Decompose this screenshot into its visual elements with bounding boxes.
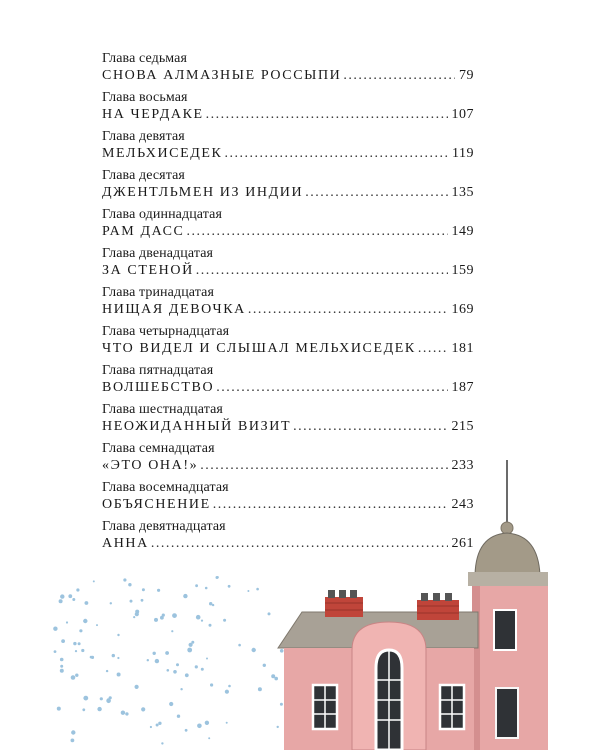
snow-dot	[205, 721, 209, 725]
snow-dot	[60, 658, 64, 662]
snow-dot	[73, 642, 76, 645]
snow-dot	[173, 670, 177, 674]
snow-dot	[71, 730, 75, 734]
snow-dot	[121, 711, 125, 715]
snow-dot	[195, 584, 198, 587]
chapter-title: «ЭТО ОНА!»	[102, 458, 199, 473]
snow-dot	[176, 663, 179, 666]
snow-dot	[268, 612, 271, 615]
dot-leader	[343, 67, 455, 85]
tower-window	[494, 610, 516, 650]
chapter-label: Глава одиннадцатая	[102, 207, 223, 222]
snow-dot	[128, 583, 131, 586]
chapter-title: НЕОЖИДАННЫЙ ВИЗИТ	[102, 419, 292, 434]
snow-dot	[117, 634, 119, 636]
spire-ball	[501, 522, 513, 534]
snow-dot	[82, 708, 85, 711]
page-number: 149	[451, 224, 474, 239]
snow-dot	[252, 648, 256, 652]
snow-dot	[117, 673, 121, 677]
snow-dot	[197, 724, 202, 729]
snow-dot	[57, 707, 61, 711]
snow-dot	[191, 641, 194, 644]
snow-dot	[59, 599, 63, 603]
snow-dot	[71, 675, 76, 680]
snow-dot	[85, 601, 89, 605]
snow-dot	[78, 642, 81, 645]
snow-dot	[263, 664, 266, 667]
toc-entry[interactable]	[102, 128, 474, 163]
snow-dot	[169, 702, 173, 706]
snow-dot	[154, 618, 158, 622]
snow-dot	[110, 602, 112, 604]
snow-dot	[106, 670, 108, 672]
snow-dot	[72, 598, 75, 601]
chapter-title: НИЩАЯ ДЕВОЧКА	[102, 302, 246, 317]
chapter-title-line	[102, 340, 474, 358]
snow-dot	[155, 659, 159, 663]
snow-dot	[130, 600, 133, 603]
toc-entry[interactable]	[102, 401, 474, 436]
chapter-title-line	[102, 301, 474, 319]
snow-dot	[187, 648, 192, 653]
toc-entry[interactable]	[102, 89, 474, 124]
dot-leader	[225, 145, 449, 163]
dot-leader	[196, 262, 448, 280]
snow-dot	[66, 621, 68, 623]
snow-dot	[142, 588, 145, 591]
snow-dot	[177, 715, 180, 718]
snow-dot	[225, 690, 229, 694]
snow-dot	[83, 696, 88, 701]
snow-dot	[135, 612, 139, 616]
snow-dot	[201, 668, 204, 671]
snow-dot	[172, 613, 177, 618]
chapter-title-line	[102, 379, 474, 397]
snow-dot	[125, 712, 128, 715]
snow-dot	[71, 739, 75, 743]
house-illustration	[0, 450, 600, 750]
dot-leader	[187, 223, 448, 241]
snow-dot	[158, 722, 161, 725]
snow-dot	[195, 665, 198, 668]
chapter-title-line	[102, 223, 474, 241]
snow-dot	[209, 602, 212, 605]
snow-dot	[96, 624, 98, 626]
snow-dot	[147, 659, 149, 661]
snow-dot	[53, 627, 57, 631]
snow-dot	[109, 696, 112, 699]
snow-dot	[93, 580, 95, 582]
snow-dot	[185, 729, 188, 732]
snow-dot	[83, 619, 87, 623]
snow-dot	[277, 726, 279, 728]
chapter-label: Глава шестнадцатая	[102, 402, 223, 417]
chapter-label: Глава седьмая	[102, 51, 188, 66]
right-window	[440, 685, 464, 729]
page-number: 243	[451, 497, 474, 512]
chapter-label: Глава девятая	[102, 129, 185, 144]
snow-dot	[228, 585, 231, 588]
snow-dot	[76, 588, 79, 591]
page-number: 159	[451, 263, 474, 278]
snow-dot	[150, 726, 152, 728]
chapter-label: Глава тринадцатая	[102, 285, 214, 300]
snow-dot	[226, 722, 228, 724]
snow-dot	[165, 651, 169, 655]
snow-dot	[274, 677, 278, 681]
chapter-label: Глава восьмая	[102, 90, 188, 105]
page-number: 181	[451, 341, 474, 356]
snow-dot	[60, 669, 64, 673]
chapter-title: ЧТО ВИДЕЛ И СЛЫШАЛ МЕЛЬХИСЕДЕК	[102, 341, 416, 356]
snow-dot	[210, 683, 213, 686]
snow-dot	[271, 674, 275, 678]
snow-dot	[160, 616, 164, 620]
chapter-title: ВОЛШЕБСТВО	[102, 380, 215, 395]
chimney-left-pots	[328, 590, 357, 598]
snow-dot	[256, 588, 259, 591]
dot-leader	[216, 379, 447, 397]
chapter-title: СНОВА АЛМАЗНЫЕ РОССЫПИ	[102, 68, 342, 83]
chapter-title-line	[102, 145, 474, 163]
snow-dots	[53, 576, 283, 745]
page-number: 107	[451, 107, 474, 122]
snow-dot	[75, 650, 77, 652]
tower-window-lower	[496, 688, 518, 738]
snow-dot	[183, 594, 187, 598]
chapter-label: Глава десятая	[102, 168, 185, 183]
snow-dot	[208, 737, 210, 739]
snow-dot	[196, 615, 201, 620]
toc-entry[interactable]	[102, 284, 474, 319]
page-number: 135	[451, 185, 474, 200]
snow-dot	[258, 687, 262, 691]
snow-dot	[238, 644, 241, 647]
chapter-title: РАМ ДАСС	[102, 224, 185, 239]
snow-dot	[54, 650, 57, 653]
chapter-label: Глава семнадцатая	[102, 441, 215, 456]
chapter-title-line	[102, 106, 474, 124]
snow-dot	[81, 649, 84, 652]
chapter-title: ОБЪЯСНЕНИЕ	[102, 497, 211, 512]
toc-entry[interactable]	[102, 245, 474, 280]
page-number: 261	[451, 536, 474, 551]
chapter-title: ДЖЕНТЛЬМЕН ИЗ ИНДИИ	[102, 185, 304, 200]
snow-dot	[112, 654, 115, 657]
snow-dot	[133, 616, 135, 618]
snow-dot	[123, 578, 126, 581]
left-window	[313, 685, 337, 729]
dot-leader	[206, 106, 448, 124]
snow-dot	[153, 652, 156, 655]
chapter-title: ЗА СТЕНОЙ	[102, 263, 194, 278]
chapter-label: Глава восемнадцатая	[102, 480, 229, 495]
snow-dot	[280, 703, 283, 706]
toc-entry[interactable]	[102, 362, 474, 397]
snow-dot	[247, 590, 249, 592]
chapter-label: Глава четырнадцатая	[102, 324, 230, 339]
toc-entry[interactable]	[102, 323, 474, 358]
chimney-right-pots	[421, 593, 452, 601]
snow-dot	[167, 669, 170, 672]
snow-dot	[117, 657, 119, 659]
chapter-title-line	[102, 262, 474, 280]
snow-dot	[212, 604, 214, 606]
snow-dot	[68, 594, 72, 598]
snow-dot	[90, 656, 93, 659]
snow-dot	[156, 724, 159, 727]
chapter-label: Глава пятнадцатая	[102, 363, 214, 378]
snow-dot	[185, 673, 189, 677]
page-number: 169	[451, 302, 474, 317]
snow-dot	[161, 742, 163, 744]
page-number: 233	[451, 458, 474, 473]
snow-dot	[201, 620, 203, 622]
dome-base	[468, 572, 548, 586]
snow-dot	[60, 665, 63, 668]
snow-dot	[97, 707, 101, 711]
page-number: 215	[451, 419, 474, 434]
chimney-left	[325, 597, 363, 617]
chapter-title-line	[102, 67, 474, 85]
chapter-title: НА ЧЕРДАКЕ	[102, 107, 204, 122]
toc-entry[interactable]	[102, 206, 474, 241]
chimney-right	[417, 600, 459, 620]
chapter-title-line	[102, 184, 474, 202]
snow-dot	[180, 688, 182, 690]
chapter-label: Глава девятнадцатая	[102, 519, 226, 534]
chapter-title: АННА	[102, 536, 149, 551]
page-number: 119	[452, 146, 474, 161]
dome	[475, 533, 540, 575]
snow-dot	[223, 619, 226, 622]
snow-dot	[135, 685, 139, 689]
snow-dot	[100, 697, 103, 700]
dot-leader	[293, 418, 447, 436]
dot-leader	[418, 340, 448, 358]
snow-dot	[60, 594, 64, 598]
dot-leader	[305, 184, 447, 202]
snow-dot	[75, 674, 78, 677]
chapter-title-line	[102, 418, 474, 436]
snow-dot	[141, 707, 145, 711]
snow-dot	[171, 630, 173, 632]
snow-dot	[61, 639, 65, 643]
snow-dot	[157, 589, 160, 592]
snow-dot	[206, 658, 208, 660]
snow-dot	[141, 599, 144, 602]
page-number: 187	[451, 380, 474, 395]
snow-dot	[209, 624, 212, 627]
snow-dot	[205, 587, 208, 590]
page-number: 79	[459, 68, 474, 83]
snow-dot	[216, 576, 219, 579]
snow-dot	[79, 629, 82, 632]
dot-leader	[248, 301, 448, 319]
toc-entry[interactable]	[102, 167, 474, 202]
chapter-title: МЕЛЬХИСЕДЕК	[102, 146, 223, 161]
toc-entry[interactable]	[102, 50, 474, 85]
snow-dot	[228, 685, 231, 688]
snow-dot	[280, 649, 284, 653]
chapter-label: Глава двенадцатая	[102, 246, 214, 261]
